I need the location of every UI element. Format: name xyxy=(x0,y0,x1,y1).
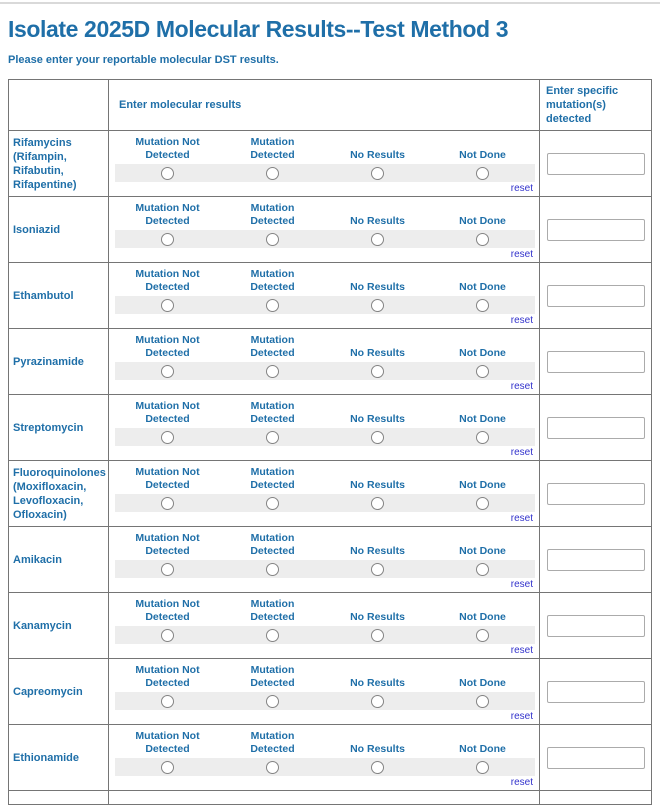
page-content xyxy=(0,14,660,805)
option-label-not-done: Not Done xyxy=(459,281,506,293)
option-labels xyxy=(115,136,535,162)
radio-not-done[interactable] xyxy=(476,497,489,510)
reset-link[interactable]: reset xyxy=(510,315,533,326)
radio-not-done[interactable] xyxy=(476,431,489,444)
radio-mutation-detected[interactable] xyxy=(266,695,279,708)
option-labels xyxy=(115,532,535,558)
reset-link[interactable]: reset xyxy=(510,249,533,260)
table-row xyxy=(9,328,651,394)
radio-mutation-detected[interactable] xyxy=(266,167,279,180)
mutation-cell xyxy=(539,263,651,328)
option-label-mutation-not-detected: Mutation Not Detected xyxy=(135,532,200,557)
option-label-no-results: No Results xyxy=(350,545,405,557)
reset-row xyxy=(115,711,535,723)
reset-link[interactable]: reset xyxy=(510,447,533,458)
radio-band xyxy=(115,758,535,776)
drug-name: Amikacin xyxy=(13,553,62,566)
radio-band xyxy=(115,362,535,380)
radio-mutation-not-detected[interactable] xyxy=(161,431,174,444)
drug-name: Pyrazinamide xyxy=(13,355,84,368)
radio-no-results[interactable] xyxy=(371,365,384,378)
reset-row xyxy=(115,381,535,393)
radio-band xyxy=(115,560,535,578)
option-label-mutation-detected: Mutation Detected xyxy=(250,664,295,689)
option-label-mutation-not-detected: Mutation Not Detected xyxy=(135,334,200,359)
radio-mutation-not-detected[interactable] xyxy=(161,167,174,180)
radio-not-done[interactable] xyxy=(476,761,489,774)
reset-link[interactable]: reset xyxy=(510,777,533,788)
radio-no-results[interactable] xyxy=(371,761,384,774)
option-label-mutation-detected: Mutation Detected xyxy=(250,202,295,227)
table-row xyxy=(9,724,651,790)
radio-no-results[interactable] xyxy=(371,497,384,510)
option-labels xyxy=(115,598,535,624)
reset-row xyxy=(115,183,535,195)
radio-mutation-not-detected[interactable] xyxy=(161,563,174,576)
option-label-no-results: No Results xyxy=(350,413,405,425)
table-row xyxy=(9,394,651,460)
radio-no-results[interactable] xyxy=(371,431,384,444)
results-cell xyxy=(108,329,539,394)
option-label-not-done: Not Done xyxy=(459,347,506,359)
reset-row xyxy=(115,579,535,591)
reset-row xyxy=(115,645,535,657)
mutation-cell xyxy=(539,395,651,460)
page-subtitle: Please enter your reportable molecular DST results. xyxy=(8,54,279,66)
results-cell xyxy=(108,527,539,592)
option-label-no-results: No Results xyxy=(350,743,405,755)
reset-row xyxy=(115,447,535,459)
option-label-not-done: Not Done xyxy=(459,743,506,755)
table-row xyxy=(9,592,651,658)
option-labels xyxy=(115,334,535,360)
table-row xyxy=(9,460,651,526)
results-cell xyxy=(108,131,539,196)
option-label-mutation-not-detected: Mutation Not Detected xyxy=(135,136,200,161)
option-label-no-results: No Results xyxy=(350,281,405,293)
results-cell xyxy=(108,263,539,328)
option-label-no-results: No Results xyxy=(350,677,405,689)
option-labels xyxy=(115,400,535,426)
mutation-input[interactable] xyxy=(547,219,645,241)
option-label-not-done: Not Done xyxy=(459,677,506,689)
mutation-column-header xyxy=(539,80,651,130)
mutation-input[interactable] xyxy=(547,153,645,175)
partial-results-cell xyxy=(108,791,539,804)
radio-not-done[interactable] xyxy=(476,299,489,312)
radio-band xyxy=(115,494,535,512)
option-label-mutation-detected: Mutation Detected xyxy=(250,400,295,425)
option-labels xyxy=(115,730,535,756)
mutation-cell xyxy=(539,659,651,724)
mutation-input[interactable] xyxy=(547,615,645,637)
table-body xyxy=(9,130,651,790)
radio-mutation-detected[interactable] xyxy=(266,365,279,378)
option-label-mutation-not-detected: Mutation Not Detected xyxy=(135,268,200,293)
radio-mutation-not-detected[interactable] xyxy=(161,629,174,642)
option-label-no-results: No Results xyxy=(350,611,405,623)
reset-link[interactable]: reset xyxy=(510,513,533,524)
option-label-mutation-not-detected: Mutation Not Detected xyxy=(135,664,200,689)
mutation-cell xyxy=(539,329,651,394)
option-label-mutation-not-detected: Mutation Not Detected xyxy=(135,202,200,227)
radio-band xyxy=(115,626,535,644)
drug-name: Streptomycin xyxy=(13,421,84,434)
mutation-cell xyxy=(539,131,651,196)
drug-column-header xyxy=(9,80,108,130)
results-cell xyxy=(108,659,539,724)
option-label-mutation-detected: Mutation Detected xyxy=(250,466,295,491)
mutation-input[interactable] xyxy=(547,285,645,307)
radio-no-results[interactable] xyxy=(371,233,384,246)
results-cell xyxy=(108,593,539,658)
reset-row xyxy=(115,513,535,525)
option-label-not-done: Not Done xyxy=(459,545,506,557)
results-column-header-label: Enter molecular results xyxy=(119,99,242,111)
radio-mutation-detected[interactable] xyxy=(266,761,279,774)
radio-mutation-detected[interactable] xyxy=(266,233,279,246)
drug-name: Fluoroquinolones (Moxifloxacin, Levofloxacin, Ofloxacin) xyxy=(13,466,106,521)
results-cell xyxy=(108,725,539,790)
option-label-mutation-not-detected: Mutation Not Detected xyxy=(135,400,200,425)
radio-band xyxy=(115,230,535,248)
radio-mutation-not-detected[interactable] xyxy=(161,761,174,774)
table-header-row xyxy=(9,80,651,130)
radio-mutation-not-detected[interactable] xyxy=(161,497,174,510)
option-label-no-results: No Results xyxy=(350,215,405,227)
option-label-mutation-detected: Mutation Detected xyxy=(250,334,295,359)
radio-mutation-detected[interactable] xyxy=(266,299,279,312)
molecular-results-table xyxy=(8,79,652,805)
reset-link[interactable]: reset xyxy=(510,381,533,392)
mutation-cell xyxy=(539,593,651,658)
radio-mutation-detected[interactable] xyxy=(266,629,279,642)
radio-not-done[interactable] xyxy=(476,629,489,642)
radio-not-done[interactable] xyxy=(476,365,489,378)
radio-not-done[interactable] xyxy=(476,695,489,708)
option-label-not-done: Not Done xyxy=(459,149,506,161)
radio-not-done[interactable] xyxy=(476,233,489,246)
table-row xyxy=(9,262,651,328)
partial-mutation-cell xyxy=(539,791,651,804)
option-label-mutation-detected: Mutation Detected xyxy=(250,268,295,293)
table-row xyxy=(9,658,651,724)
reset-link[interactable]: reset xyxy=(510,183,533,194)
results-cell xyxy=(108,395,539,460)
results-cell xyxy=(108,197,539,262)
radio-mutation-detected[interactable] xyxy=(266,431,279,444)
page-title: Isolate 2025D Molecular Results--Test Method 3 xyxy=(8,16,509,42)
option-label-mutation-detected: Mutation Detected xyxy=(250,136,295,161)
drug-name: Capreomycin xyxy=(13,685,83,698)
radio-band xyxy=(115,164,535,182)
mutation-column-header-label: Enter specific mutation(s) detected xyxy=(546,85,619,125)
mutation-input[interactable] xyxy=(547,417,645,439)
option-label-not-done: Not Done xyxy=(459,479,506,491)
option-labels xyxy=(115,466,535,492)
radio-band xyxy=(115,692,535,710)
option-label-mutation-detected: Mutation Detected xyxy=(250,598,295,623)
radio-band xyxy=(115,296,535,314)
radio-mutation-detected[interactable] xyxy=(266,563,279,576)
radio-no-results[interactable] xyxy=(371,299,384,312)
option-labels xyxy=(115,268,535,294)
option-labels xyxy=(115,202,535,228)
option-label-not-done: Not Done xyxy=(459,413,506,425)
radio-not-done[interactable] xyxy=(476,563,489,576)
reset-row xyxy=(115,777,535,789)
radio-no-results[interactable] xyxy=(371,167,384,180)
radio-mutation-not-detected[interactable] xyxy=(161,299,174,312)
table-row xyxy=(9,196,651,262)
mutation-cell xyxy=(539,527,651,592)
radio-not-done[interactable] xyxy=(476,167,489,180)
option-label-mutation-not-detected: Mutation Not Detected xyxy=(135,598,200,623)
mutation-cell xyxy=(539,725,651,790)
drug-name: Ethambutol xyxy=(13,289,74,302)
radio-no-results[interactable] xyxy=(371,629,384,642)
mutation-input[interactable] xyxy=(547,483,645,505)
option-label-not-done: Not Done xyxy=(459,215,506,227)
drug-name: Ethionamide xyxy=(13,751,80,764)
radio-no-results[interactable] xyxy=(371,563,384,576)
table-row xyxy=(9,526,651,592)
reset-link[interactable]: reset xyxy=(510,711,533,722)
option-label-mutation-not-detected: Mutation Not Detected xyxy=(135,466,200,491)
option-label-mutation-detected: Mutation Detected xyxy=(250,730,295,755)
drug-name: Rifamycins (Rifampin, Rifabutin, Rifapentine) xyxy=(13,136,77,191)
radio-band xyxy=(115,428,535,446)
radio-no-results[interactable] xyxy=(371,695,384,708)
reset-link[interactable]: reset xyxy=(510,579,533,590)
drug-name: Isoniazid xyxy=(13,223,61,236)
partial-drug-cell xyxy=(9,791,108,804)
reset-row xyxy=(115,315,535,327)
table-row xyxy=(9,130,651,196)
option-labels xyxy=(115,664,535,690)
radio-mutation-detected[interactable] xyxy=(266,497,279,510)
option-label-no-results: No Results xyxy=(350,479,405,491)
top-divider xyxy=(0,2,660,4)
results-column-header xyxy=(108,80,539,130)
mutation-input[interactable] xyxy=(547,549,645,571)
option-label-mutation-detected: Mutation Detected xyxy=(250,532,295,557)
mutation-input[interactable] xyxy=(547,747,645,769)
option-label-no-results: No Results xyxy=(350,347,405,359)
partial-row xyxy=(9,790,651,804)
option-label-no-results: No Results xyxy=(350,149,405,161)
mutation-input[interactable] xyxy=(547,351,645,373)
drug-name: Kanamycin xyxy=(13,619,72,632)
reset-row xyxy=(115,249,535,261)
reset-link[interactable]: reset xyxy=(510,645,533,656)
option-label-mutation-not-detected: Mutation Not Detected xyxy=(135,730,200,755)
option-label-not-done: Not Done xyxy=(459,611,506,623)
radio-mutation-not-detected[interactable] xyxy=(161,695,174,708)
results-cell xyxy=(108,461,539,526)
radio-mutation-not-detected[interactable] xyxy=(161,365,174,378)
radio-mutation-not-detected[interactable] xyxy=(161,233,174,246)
mutation-cell xyxy=(539,461,651,526)
mutation-cell xyxy=(539,197,651,262)
mutation-input[interactable] xyxy=(547,681,645,703)
